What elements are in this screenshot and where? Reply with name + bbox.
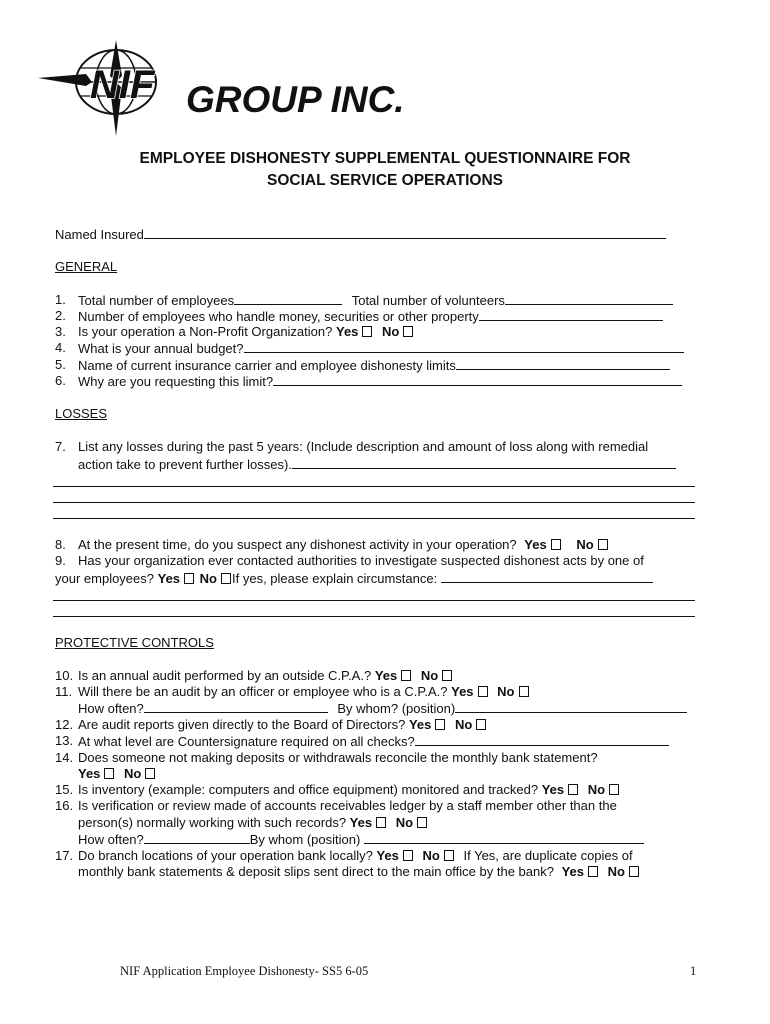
employees-count-field[interactable] (234, 292, 342, 305)
question-7-line1: List any losses during the past 5 years: (Include description and amount of loss along with remedial (78, 439, 649, 454)
question-number: 1. (55, 292, 66, 307)
q8-no-checkbox[interactable] (598, 539, 608, 550)
q16-yes-checkbox[interactable] (376, 817, 386, 828)
form-title-line2: SOCIAL SERVICE OPERATIONS (267, 172, 503, 189)
q10-yes-checkbox[interactable] (401, 670, 411, 681)
money-handlers-field[interactable] (479, 308, 663, 321)
q9-no-checkbox[interactable] (221, 573, 231, 584)
question-number: 3. (55, 324, 66, 339)
circumstance-field[interactable] (441, 570, 653, 583)
q17b-no-checkbox[interactable] (629, 866, 639, 877)
question-number: 8. (55, 537, 66, 552)
q17b-yes-checkbox[interactable] (588, 866, 598, 877)
question-number: 12. (55, 717, 74, 732)
q8-yes-checkbox[interactable] (551, 539, 561, 550)
question-number: 6. (55, 373, 66, 388)
question-4: What is your annual budget? (78, 340, 684, 357)
answer-line[interactable] (53, 600, 695, 601)
answer-line[interactable] (53, 616, 695, 617)
question-8: At the present time, do you suspect any dishonest activity in your operation? Yes No (78, 537, 614, 553)
section-heading-losses: LOSSES (55, 406, 108, 421)
question-number: 16. (55, 798, 74, 813)
question-number: 4. (55, 340, 66, 355)
question-9-line1: Has your organization ever contacted authorities to investigate suspected dishonest acts by one of (78, 553, 644, 568)
named-insured-row (55, 226, 666, 243)
q9-yes-checkbox[interactable] (184, 573, 194, 584)
q16-by-whom-field[interactable] (364, 831, 644, 844)
svg-text:NIF: NIF (90, 63, 155, 107)
question-11: Will there be an audit by an officer or employee who is a C.P.A.? Yes No (78, 684, 535, 700)
q10-no-checkbox[interactable] (442, 670, 452, 681)
question-number: 11. (55, 684, 73, 699)
q15-yes-checkbox[interactable] (568, 784, 578, 795)
question-12: Are audit reports given directly to the Board of Directors? Yes No (78, 717, 492, 733)
named-insured-field[interactable] (144, 226, 666, 239)
question-11-followup: How often? By whom? (position) (78, 700, 687, 717)
question-16-line1: Is verification or review made of accounts receivables ledger by a staff member other than the (78, 798, 617, 813)
q16-no-checkbox[interactable] (417, 817, 427, 828)
section-heading-protective-controls: PROTECTIVE CONTROLS (55, 635, 214, 650)
answer-line[interactable] (53, 502, 695, 503)
form-title-line1: EMPLOYEE DISHONESTY SUPPLEMENTAL QUESTIONNAIRE FOR (139, 150, 631, 167)
q11-no-checkbox[interactable] (519, 686, 529, 697)
question-17-line1: Do branch locations of your operation bank locally? Yes No If Yes, are duplicate copies of (78, 848, 633, 863)
q11-how-often-field[interactable] (144, 700, 328, 713)
question-1: Total number of employees Total number of volunteers (78, 292, 673, 309)
page-number: 1 (690, 964, 697, 978)
question-16-line2: person(s) normally working with such records? Yes No (78, 815, 433, 831)
question-2: Number of employees who handle money, securities or other property (78, 308, 663, 325)
question-number: 10. (55, 668, 74, 683)
q11-by-whom-field[interactable] (455, 700, 687, 713)
losses-field[interactable] (292, 456, 676, 469)
question-number: 15. (55, 782, 74, 797)
question-16-followup: How often? By whom (position) (78, 831, 644, 848)
question-6: Why are you requesting this limit? (78, 373, 682, 390)
answer-line[interactable] (53, 486, 695, 487)
answer-line[interactable] (53, 518, 695, 519)
question-9-line2: your employees? Yes No If yes, please explain circumstance: (55, 570, 653, 587)
question-7-line2: action take to prevent further losses). (78, 456, 676, 473)
question-number: 9. (55, 553, 66, 568)
question-5: Name of current insurance carrier and employee dishonesty limits (78, 357, 670, 374)
question-14: Does someone not making deposits or withdrawals reconcile the monthly bank statement? (78, 750, 598, 765)
question-10: Is an annual audit performed by an outside C.P.A.? Yes No (78, 668, 458, 684)
section-heading-general: GENERAL (55, 259, 118, 274)
q12-no-checkbox[interactable] (476, 719, 486, 730)
limit-reason-field[interactable] (273, 373, 682, 386)
question-13: At what level are Countersignature required on all checks? (78, 733, 669, 750)
q17-yes-checkbox[interactable] (403, 850, 413, 861)
q12-yes-checkbox[interactable] (435, 719, 445, 730)
question-3: Is your operation a Non-Profit Organization? Yes No (78, 324, 419, 340)
question-14-answer: Yes No (78, 766, 161, 782)
footer-form-id: NIF Application Employee Dishonesty- SS5 6-05 (120, 964, 369, 978)
q16-how-often-field[interactable] (144, 831, 250, 844)
volunteers-count-field[interactable] (505, 292, 673, 305)
q17-no-checkbox[interactable] (444, 850, 454, 861)
question-number: 5. (55, 357, 66, 372)
q14-yes-checkbox[interactable] (104, 768, 114, 779)
annual-budget-field[interactable] (244, 340, 684, 353)
nif-logo-icon (36, 40, 436, 140)
question-number: 14. (55, 750, 74, 765)
question-number: 13. (55, 733, 74, 748)
named-insured-label: Named Insured (55, 227, 144, 242)
question-17-line2: monthly bank statements & deposit slips sent direct to the main office by the bank? Yes No (78, 864, 645, 880)
q3-no-checkbox[interactable] (403, 326, 413, 337)
question-number: 7. (55, 439, 66, 454)
question-number: 17. (55, 848, 74, 863)
countersignature-field[interactable] (415, 733, 669, 746)
q11-yes-checkbox[interactable] (478, 686, 488, 697)
svg-text:GROUP INC.: GROUP INC. (186, 79, 405, 120)
question-number: 2. (55, 308, 66, 323)
q14-no-checkbox[interactable] (145, 768, 155, 779)
company-logo (36, 40, 436, 140)
question-15: Is inventory (example: computers and office equipment) monitored and tracked? Yes No (78, 782, 625, 798)
insurance-carrier-field[interactable] (456, 357, 670, 370)
q15-no-checkbox[interactable] (609, 784, 619, 795)
q3-yes-checkbox[interactable] (362, 326, 372, 337)
